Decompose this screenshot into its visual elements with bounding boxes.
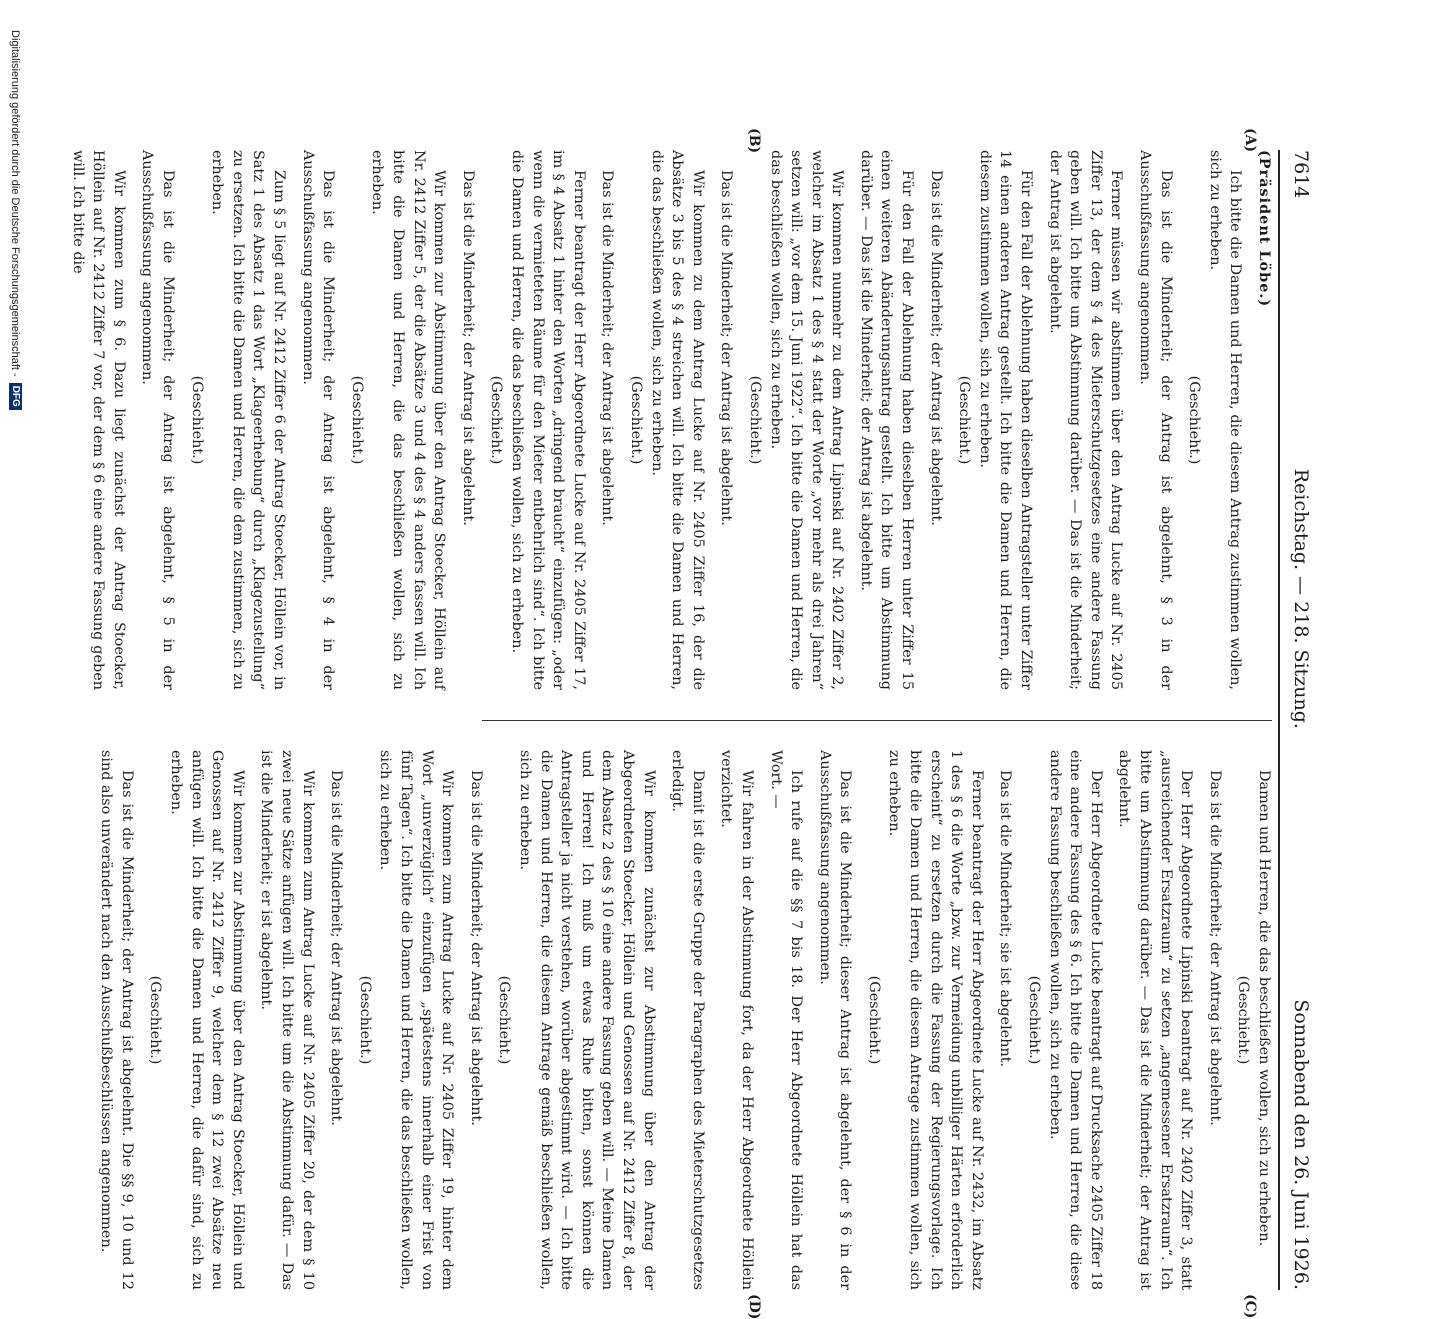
paragraph: Das ist die Minderheit; der Antrag ist abgelehnt, § 5 in der Ausschußfassung angenommen.	[139, 150, 177, 690]
paragraph: Ich bitte die Damen und Herren, die diesem Antrag zustimmen wollen, sich zu erheben.	[1206, 150, 1244, 690]
paragraph: Für den Fall der Ablehnung haben dieselben Herren unter Ziffer 15 einen weiteren Abänderungsantrag gestellt. Ich bitte um Abstimmung darüber. — Das ist die Minderheit; der Antrag ist abgelehnt.	[857, 150, 916, 690]
paragraph: Das ist die Minderheit; der Antrag ist abgelehnt.	[459, 170, 476, 526]
stage-direction: (Geschieht.)	[1026, 975, 1043, 1065]
paragraph: Ferner müssen wir abstimmen über den Antrag Lucke auf Nr. 2405 Ziffer 13, der dem § 4 des Mieterschutzgesetzes eine andere Fassung geben will. Ich bitte um Abstimmung darüber. — Das ist die Minderheit; der Antrag ist abgelehnt.	[1046, 150, 1125, 690]
paragraph: Wir kommen zum § 6. Dazu liegt zunächst der Antrag Stoecker, Höllein auf Nr. 2412 Ziffer 7 vor, der dem § 6 eine andere Fassung geben will. Ich bitte die	[69, 150, 127, 690]
paragraph: Wir kommen zur Abstimmung über den Antrag Stoecker, Höllein und Genossen auf Nr. 2412 Ziffer 9, welcher dem § 12 zwei Absätze neu anfügen will. Ich bitte die Damen und Herren, die dafür sind, sich zu erheben.	[168, 750, 246, 1290]
paragraph: Der Herr Abgeordnete Lucke beantragt auf Drucksache 2405 Ziffer 18 eine andere Fassung des § 6. Ich bitte die Damen und Herren, die diese andere Fassung beschließen wollen, sich zu erheben.	[1046, 750, 1104, 1290]
speaker-label: (Präsident Löbe.)	[1256, 150, 1273, 308]
paragraph: Wir fahren in der Abstimmung fort, da der Herr Abgeordnete Höllein verzichtet.	[718, 750, 755, 1290]
session-date: Sonnabend den 26. Juni 1926.	[1290, 999, 1312, 1290]
paragraph: Das ist die Minderheit; der Antrag ist abgelehnt.	[467, 770, 484, 1126]
paragraph: Das ist die Minderheit; der Antrag ist abgelehnt.	[599, 170, 616, 526]
stage-direction: (Geschieht.)	[746, 375, 763, 465]
paragraph: Ich rufe auf die §§ 7 bis 18. Der Herr Abgeordnete Höllein hat das Wort. —	[767, 750, 805, 1290]
stage-direction: (Geschieht.)	[488, 375, 505, 465]
margin-letter-b: (B)	[746, 128, 762, 154]
paragraph: Das ist die Minderheit; der Antrag ist abgelehnt.	[718, 170, 735, 526]
header-rule	[1278, 150, 1280, 1290]
paragraph: Das ist die Minderheit; der Antrag ist abgelehnt, § 4 in der Ausschußfassung angenommen.	[299, 150, 337, 690]
margin-letter-a: (A)	[1242, 128, 1258, 153]
paragraph: Wir kommen nunmehr zu dem Antrag Lipinski auf Nr. 2402 Ziffer 2, welcher im Absatz 1 des § 4 statt der Worte „vor mehr als drei Jahren“ setzen will: „vor dem 15. Juni 1922“. Ich bitte die Damen und Herren, die das beschließen wollen, sich zu erheben.	[767, 150, 846, 690]
stage-direction: (Geschieht.)	[496, 975, 513, 1065]
paragraph: Wir kommen zunächst zur Abstimmung über den Antrag der Abgeordneten Stoecker, Höllein und Genossen auf Nr. 2412 Ziffer 8, der dem Absatz 2 des § 10 eine andere Fassung geben will. — Meine Damen und Herren! Ich muß um etwas Ruhe bitten, sonst können die Antragsteller ja nicht verstehen, worüber abgestimmt wird. — Ich bitte die Damen und Herren, die diesem Antrage gemäß beschließen wollen, sich zu erheben.	[517, 750, 657, 1290]
stage-direction: (Geschieht.)	[627, 375, 644, 465]
paragraph: Das ist die Minderheit; der Antrag ist abgelehnt.	[328, 770, 345, 1126]
stage-direction: (Geschieht.)	[956, 375, 973, 465]
paragraph: Das ist die Minderheit; der Antrag ist abgelehnt, § 3 in der Ausschußfassung angenommen.	[1137, 150, 1174, 690]
paragraph: Zum § 5 liegt auf Nr. 2412 Ziffer 6 der Antrag Stoecker, Höllein vor, in Satz 1 des Absatz 1 das Wort „Klageerhebung“ durch „Klagezustellung“ zu ersetzen. Ich bitte die Damen und Herren, die dem zustimmen, sich zu erheben.	[209, 150, 288, 690]
left-text-column	[67, 150, 1274, 690]
paragraph: Das ist die Minderheit; der Antrag ist abgelehnt.	[927, 170, 944, 526]
paragraph: Das ist die Minderheit; der Antrag ist abgelehnt.	[1206, 770, 1223, 1126]
paragraph: Wir kommen zu dem Antrag Lucke auf Nr. 2405 Ziffer 16, der die Absätze 3 bis 5 des § 4 streichen will. Ich bitte die Damen und Herren, die das beschließen wollen, sich zu erheben.	[648, 150, 706, 690]
paragraph: Damen und Herren, die das beschließen wollen, sich zu erheben.	[1256, 770, 1272, 1247]
page-number: 7614	[1290, 150, 1312, 199]
stage-direction: (Geschieht.)	[348, 375, 365, 465]
paragraph: Damit ist die erste Gruppe der Paragraphen des Mieterschutzgesetzes erledigt.	[669, 750, 706, 1290]
margin-letter-c: (C)	[1242, 1294, 1258, 1319]
stage-direction: (Geschieht.)	[865, 975, 882, 1065]
stage-direction: (Geschieht.)	[1235, 975, 1252, 1065]
paragraph: Das ist die Minderheit; dieser Antrag ist abgelehnt, der § 6 in der Ausschußfassung angenommen.	[816, 750, 854, 1290]
paragraph: Für den Fall der Ablehnung haben dieselben Antragsteller unter Ziffer 14 einen anderen Antrag gestellt. Ich bitte die Damen und Herren, die diesem zustimmen wollen, sich zu erheben.	[976, 150, 1035, 690]
paragraph: Das ist die Minderheit; der Antrag ist abgelehnt. Die §§ 9, 10 und 12 sind also unverändert nach den Ausschußbeschlüssen angenommen.	[98, 750, 135, 1290]
stage-direction: (Geschieht.)	[356, 975, 373, 1065]
stage-direction: (Geschieht.)	[188, 375, 205, 465]
page-header	[1280, 150, 1312, 1290]
credit-text: Digitalisierung gefördert durch die Deutsche Forschungsgemeinschaft -	[9, 30, 22, 377]
dfg-logo: DFG	[9, 383, 22, 410]
paragraph: Das ist die Minderheit; sie ist abgelehnt.	[997, 770, 1014, 1068]
digitization-credit	[9, 30, 22, 990]
paragraph: Ferner beantragt der Herr Abgeordnete Lucke auf Nr. 2432, im Absatz 1 des § 6 die Worte „bzw. zur Vermeidung unbilliger Härten erforderlich erscheint“ zu ersetzen durch die Fassung der Regierungsvorlage. Ich bitte die Damen und Herren, die diesem Antrage zustimmen wollen, sich zu erheben.	[886, 750, 985, 1290]
paragraph: Wir kommen zum Antrag Lucke auf Nr. 2405 Ziffer 19, hinter dem Wort „unverzüglich“ einzufügen „spätestens innerhalb einer Frist von fünf Tagen“. Ich bitte die Damen und Herren, die das beschließen wollen, sich zu erheben.	[377, 750, 456, 1290]
paragraph: Wir kommen zum Antrag Lucke auf Nr. 2405 Ziffer 20, der dem § 10 zwei neue Sätze anfügen will. Ich bitte um die Abstimmung dafür. — Das ist die Minderheit; er ist abgelehnt.	[258, 750, 316, 1290]
right-text-column	[96, 750, 1274, 1290]
margin-letter-d: (D)	[746, 1294, 762, 1319]
session-title: Reichstag. — 218. Sitzung.	[1290, 468, 1312, 729]
paragraph: Wir kommen zur Abstimmung über den Antrag Stoecker, Höllein auf Nr. 2412 Ziffer 5, der die Absätze 3 und 4 des § 4 anders fassen will. Ich bitte die Damen und Herren, die das beschließen wollen, sich zu erheben.	[369, 150, 448, 690]
column-divider	[482, 720, 1272, 721]
stage-direction: (Geschieht.)	[147, 975, 164, 1065]
paragraph: Der Herr Abgeordnete Lipinski beantragt auf Nr. 2402 Ziffer 3, statt „ausreichender Ersatzraum“ zu setzen „angemessener Ersatzraum“. Ich bitte um Abstimmung darüber. — Das ist die Minderheit; der Antrag ist abgelehnt.	[1116, 750, 1195, 1290]
paragraph: Ferner beantragt der Herr Abgeordnete Lucke auf Nr. 2405 Ziffer 17, im § 4 Absatz 1 hinter den Worten „dringend braucht“ einzufügen: „oder wenn die vermieteten Räume für den Mieter entbehrlich sind“. Ich bitte die Damen und Herren, die das beschließen wollen, sich zu erheben.	[509, 150, 587, 690]
stage-direction: (Geschieht.)	[1186, 375, 1203, 465]
